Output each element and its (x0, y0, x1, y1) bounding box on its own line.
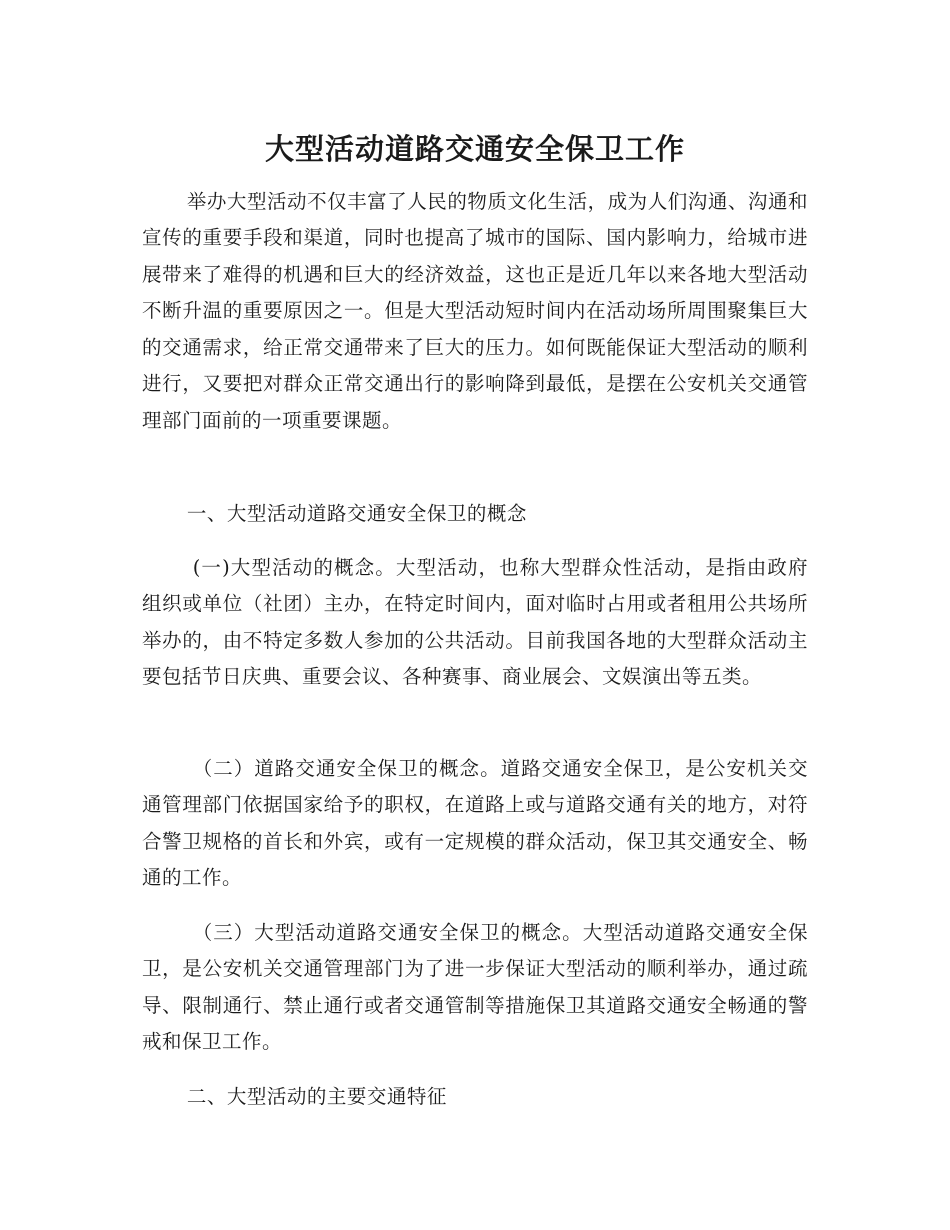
document-title: 大型活动道路交通安全保卫工作 (264, 132, 685, 167)
section-heading-1: 一、大型活动道路交通安全保卫的概念 (186, 501, 527, 525)
section-heading-2: 二、大型活动的主要交通特征 (186, 1084, 447, 1108)
concept-paragraph-2: （二）道路交通安全保卫的概念。道路交通安全保卫，是公安机关交通管理部门依据国家给予的职权，在道路上或与道路交通有关的地方，对符合警卫规格的首长和外宾，或有一定规模的群众活动，保卫其交通安全、畅通的工作。 (142, 756, 808, 889)
concept-paragraph-3: （三）大型活动道路交通安全保卫的概念。大型活动道路交通安全保卫，是公安机关交通管理部门为了进一步保证大型活动的顺利举办，通过疏导、限制通行、禁止通行或者交通管制等措施保卫其道路交通安全畅通的警戒和保卫工作。 (142, 920, 808, 1053)
intro-paragraph: 举办大型活动不仅丰富了人民的物质文化生活，成为人们沟通、沟通和宣传的重要手段和渠道，同时也提高了城市的国际、国内影响力，给城市进展带来了难得的机遇和巨大的经济效益，这也正是近几年以来各地大型活动不断升温的重要原因之一。但是大型活动短时间内在活动场所周围聚集巨大的交通需求，给正常交通带来了巨大的压力。如何既能保证大型活动的顺利进行，又要把对群众正常交通出行的影响降到最低，是摆在公安机关交通管理部门面前的一项重要课题。 (142, 189, 808, 432)
concept-paragraph-1: (一)大型活动的概念。大型活动，也称大型群众性活动，是指由政府组织或单位（社团）主办，在特定时间内，面对临时占用或者租用公共场所举办的，由不特定多数人参加的公共活动。目前我国各地的大型群众活动主要包括节日庆典、重要会议、各种赛事、商业展会、文娱演出等五类。 (142, 555, 808, 688)
